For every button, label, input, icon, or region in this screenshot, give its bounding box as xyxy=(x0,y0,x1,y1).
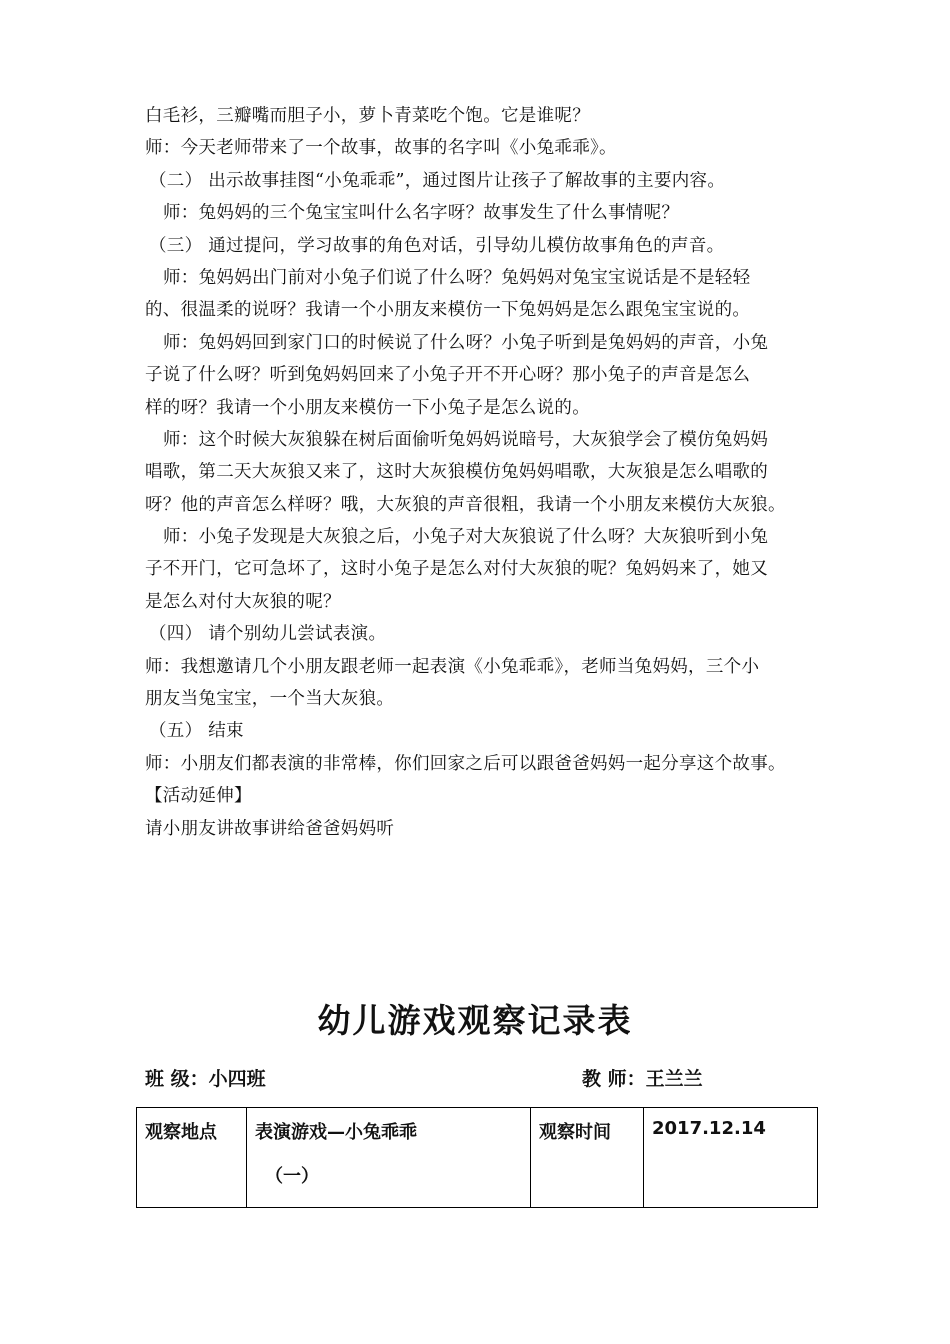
observation-table xyxy=(136,1107,818,1208)
text-line: 师：这个时候大灰狼躲在树后面偷听兔妈妈说暗号，大灰狼学会了模仿兔妈妈 xyxy=(163,429,769,450)
text-line: 师：兔妈妈出门前对小兔子们说了什么呀？兔妈妈对兔宝宝说话是不是轻轻 xyxy=(163,267,751,288)
section-heading: （四） 请个别幼儿尝试表演。 xyxy=(149,624,387,645)
section-heading: 【活动延伸】 xyxy=(145,786,252,807)
text-line: 师：今天老师带来了一个故事，故事的名字叫《小兔乖乖》。 xyxy=(145,138,617,159)
text-line: 师：兔妈妈回到家门口的时候说了什么呀？小兔子听到是兔妈妈的声音，小兔 xyxy=(163,332,769,353)
section-heading: （二） 出示故事挂图“小兔乖乖”，通过图片让孩子了解故事的主要内容。 xyxy=(149,170,726,191)
text-line: 子不开门，它可急坏了，这时小兔子是怎么对付大灰狼的呢？兔妈妈来了，她又 xyxy=(145,559,768,580)
text-line: 的、很温柔的说呀？我请一个小朋友来模仿一下兔妈妈是怎么跟兔宝宝说的。 xyxy=(145,300,751,321)
lesson-body-text xyxy=(145,100,810,845)
observation-place-sub: （一） xyxy=(265,1166,319,1187)
record-table-title: 幼儿游戏观察记录表 xyxy=(317,1001,633,1040)
text-line: 师：小朋友们都表演的非常棒，你们回家之后可以跟爸爸妈妈一起分享这个故事。 xyxy=(145,753,786,774)
text-line: 请小朋友讲故事讲给爸爸妈妈听 xyxy=(145,818,395,839)
observation-place-label: 观察地点 xyxy=(137,1108,247,1208)
text-line: 样的呀？我请一个小朋友来模仿一下小兔子是怎么说的。 xyxy=(145,397,590,418)
observation-place-value: 表演游戏—小兔乖乖 （一） xyxy=(247,1108,531,1208)
section-heading: （三） 通过提问，学习故事的角色对话，引导幼儿模仿故事角色的声音。 xyxy=(149,235,725,256)
text-line: 是怎么对付大灰狼的呢？ xyxy=(145,591,341,612)
text-line: 呀？他的声音怎么样呀？哦，大灰狼的声音很粗，我请一个小朋友来模仿大灰狼。 xyxy=(145,494,786,515)
text-line: 子说了什么呀？听到兔妈妈回来了小兔子开不开心呀？那小兔子的声音是怎么 xyxy=(145,365,751,386)
text-line: 朋友当兔宝宝，一个当大灰狼。 xyxy=(145,689,395,710)
table-row xyxy=(137,1108,818,1208)
observation-time-value: 2017.12.14 xyxy=(644,1108,818,1208)
section-heading: （五） 结束 xyxy=(149,721,244,742)
text-line: 师：兔妈妈的三个兔宝宝叫什么名字呀？故事发生了什么事情呢？ xyxy=(163,203,680,224)
observation-time-label: 观察时间 xyxy=(531,1108,644,1208)
text-line: 唱歌，第二天大灰狼又来了，这时大灰狼模仿兔妈妈唱歌，大灰狼是怎么唱歌的 xyxy=(145,462,768,483)
class-label: 班 级：小四班 xyxy=(145,1068,266,1090)
text-line: 师：我想邀请几个小朋友跟老师一起表演《小兔乖乖》，老师当兔妈妈，三个小 xyxy=(145,656,760,677)
text-line: 白毛衫，三瓣嘴而胆子小，萝卜青菜吃个饱。它是谁呢？ xyxy=(145,106,590,126)
teacher-label: 教 师：王兰兰 xyxy=(582,1068,703,1090)
text-line: 师：小兔子发现是大灰狼之后，小兔子对大灰狼说了什么呀？大灰狼听到小兔 xyxy=(163,527,769,548)
